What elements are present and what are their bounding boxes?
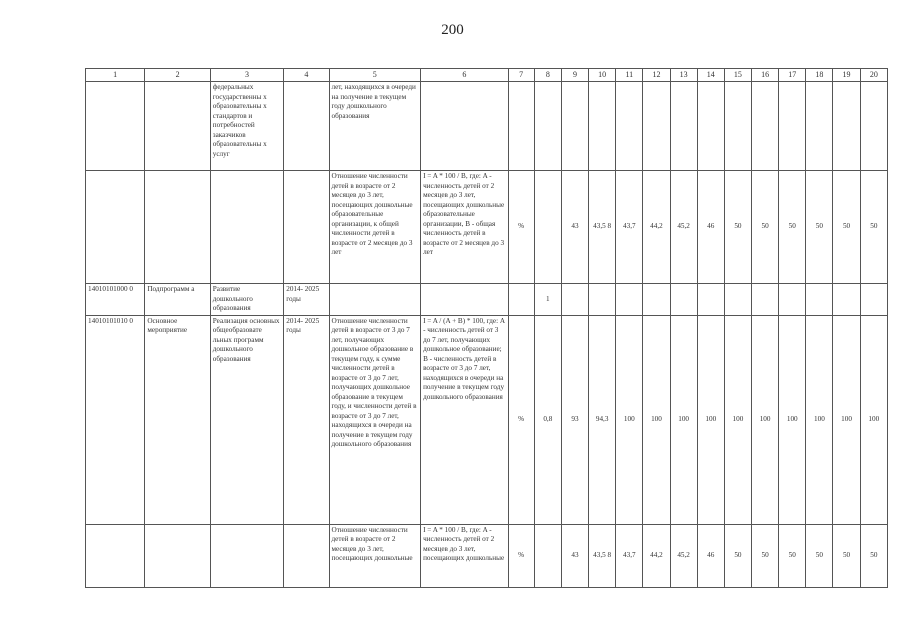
value-cell: 50 [833,524,860,587]
value-cell: 45,2 [670,524,697,587]
value-cell: 100 [616,315,643,524]
formula-cell: I = A / (A + B) * 100, где: A - численность детей от 3 до 7 лет, получающих дошкольное образование; B - численность детей в возрасте от 3 до 7 лет, находящихся в очереди на получение в текущем году дошкольного образования [421,315,509,524]
indicator-cell: Отношение численности детей в возрасте от 3 до 7 лет, получающих дошкольное образование в текущем году, к сумме численности детей в возрасте от 3 до 7 лет, получающих дошкольное образование в текущем году, и численности детей в возрасте от 3 до 7 лет, находящихся в очереди на получение в текущем году дошкольного образования [329,315,421,524]
column-header: 17 [779,69,806,82]
value-cell: 43,5 8 [589,171,616,284]
column-header: 19 [833,69,860,82]
value-cell [561,284,588,316]
type-cell [145,171,210,284]
column-header: 16 [752,69,779,82]
period-cell: 2014- 2025 годы [284,315,329,524]
unit-cell [508,284,534,316]
indicator-cell: Отношение численности детей в возрасте от 2 месяцев до 3 лет, посещающих дошкольные образовательные организации, к общей численности детей в возрасте от 2 месяцев до 3 лет [329,171,421,284]
value-cell [589,284,616,316]
column-header: 7 [508,69,534,82]
value-cell: 100 [724,315,751,524]
period-cell [284,524,329,587]
value-cell: 43 [561,524,588,587]
name-cell [210,171,283,284]
value-cell: 0,8 [534,315,561,524]
value-cell: 100 [860,315,887,524]
type-cell: Подпрограмм а [145,284,210,316]
value-cell: 46 [697,524,724,587]
value-cell [589,82,616,171]
period-cell [284,171,329,284]
value-cell: 1 [534,284,561,316]
value-cell [670,82,697,171]
period-cell: 2014- 2025 годы [284,284,329,316]
unit-cell: % [508,315,534,524]
column-header: 6 [421,69,509,82]
value-cell: 50 [779,524,806,587]
value-cell: 50 [752,524,779,587]
value-cell [833,284,860,316]
value-cell: 94,3 [589,315,616,524]
code-cell [86,524,145,587]
value-cell [806,82,833,171]
unit-cell: % [508,524,534,587]
value-cell: 50 [860,171,887,284]
column-header: 13 [670,69,697,82]
value-cell: 50 [833,171,860,284]
formula-cell: I = A * 100 / B, где: A - численность детей от 2 месяцев до 3 лет, посещающих дошкольные образовательные организации, B - общая численность детей в возрасте от 2 месяцев до 3 лет [421,171,509,284]
value-cell: 43 [561,171,588,284]
value-cell [833,82,860,171]
value-cell: 100 [779,315,806,524]
page-number: 200 [441,22,464,38]
value-cell [534,82,561,171]
value-cell [697,82,724,171]
code-cell [86,82,145,171]
code-cell [86,171,145,284]
column-header: 15 [724,69,751,82]
unit-cell [508,82,534,171]
formula-cell [421,82,509,171]
value-cell: 44,2 [643,171,670,284]
indicator-cell [329,284,421,316]
value-cell [670,284,697,316]
value-cell: 43,5 8 [589,524,616,587]
value-cell [752,284,779,316]
value-cell: 46 [697,171,724,284]
header-row [86,69,888,82]
period-cell [284,82,329,171]
value-cell [724,284,751,316]
indicators-table [85,68,888,588]
type-cell [145,524,210,587]
column-header: 9 [561,69,588,82]
value-cell: 50 [724,524,751,587]
column-header: 8 [534,69,561,82]
value-cell [643,284,670,316]
column-header: 14 [697,69,724,82]
value-cell: 50 [724,171,751,284]
unit-cell: % [508,171,534,284]
value-cell [534,171,561,284]
type-cell [145,82,210,171]
type-cell: Основное мероприятие [145,315,210,524]
value-cell [752,82,779,171]
table-row [86,171,888,284]
value-cell: 100 [752,315,779,524]
formula-cell [421,284,509,316]
value-cell [561,82,588,171]
value-cell: 44,2 [643,524,670,587]
column-header: 20 [860,69,887,82]
value-cell: 50 [779,171,806,284]
value-cell [697,284,724,316]
value-cell: 93 [561,315,588,524]
value-cell [860,82,887,171]
value-cell [779,284,806,316]
column-header: 12 [643,69,670,82]
code-cell: 14010101000 0 [86,284,145,316]
value-cell [860,284,887,316]
value-cell [616,82,643,171]
value-cell [643,82,670,171]
indicator-cell: лет, находящихся в очереди на получение в текущем году дошкольного образования [329,82,421,171]
value-cell: 50 [860,524,887,587]
name-cell [210,524,283,587]
value-cell [534,524,561,587]
value-cell [616,284,643,316]
name-cell: Реализация основных общеобразовате льных программ дошкольного образования [210,315,283,524]
table-row [86,315,888,524]
value-cell: 43,7 [616,524,643,587]
column-header: 10 [589,69,616,82]
value-cell: 43,7 [616,171,643,284]
column-header: 18 [806,69,833,82]
value-cell: 50 [752,171,779,284]
value-cell: 50 [806,171,833,284]
code-cell: 14010101010 0 [86,315,145,524]
column-header: 2 [145,69,210,82]
column-header: 1 [86,69,145,82]
table-row [86,524,888,587]
formula-cell: I = A * 100 / B, где: A - численность детей от 2 месяцев до 3 лет, посещающих дошкольные [421,524,509,587]
table-row [86,284,888,316]
value-cell [779,82,806,171]
value-cell: 100 [670,315,697,524]
name-cell: Развитие дошкольного образования [210,284,283,316]
value-cell: 45,2 [670,171,697,284]
column-header: 3 [210,69,283,82]
value-cell: 100 [697,315,724,524]
value-cell: 50 [806,524,833,587]
name-cell: федеральных государственны х образовательны х стандартов и потребностей заказчиков образовательны х услуг [210,82,283,171]
value-cell: 100 [643,315,670,524]
column-header: 4 [284,69,329,82]
indicator-cell: Отношение численности детей в возрасте от 2 месяцев до 3 лет, посещающих дошкольные [329,524,421,587]
table-row [86,82,888,171]
value-cell [806,284,833,316]
value-cell: 100 [833,315,860,524]
value-cell: 100 [806,315,833,524]
column-header: 11 [616,69,643,82]
value-cell [724,82,751,171]
column-header: 5 [329,69,421,82]
